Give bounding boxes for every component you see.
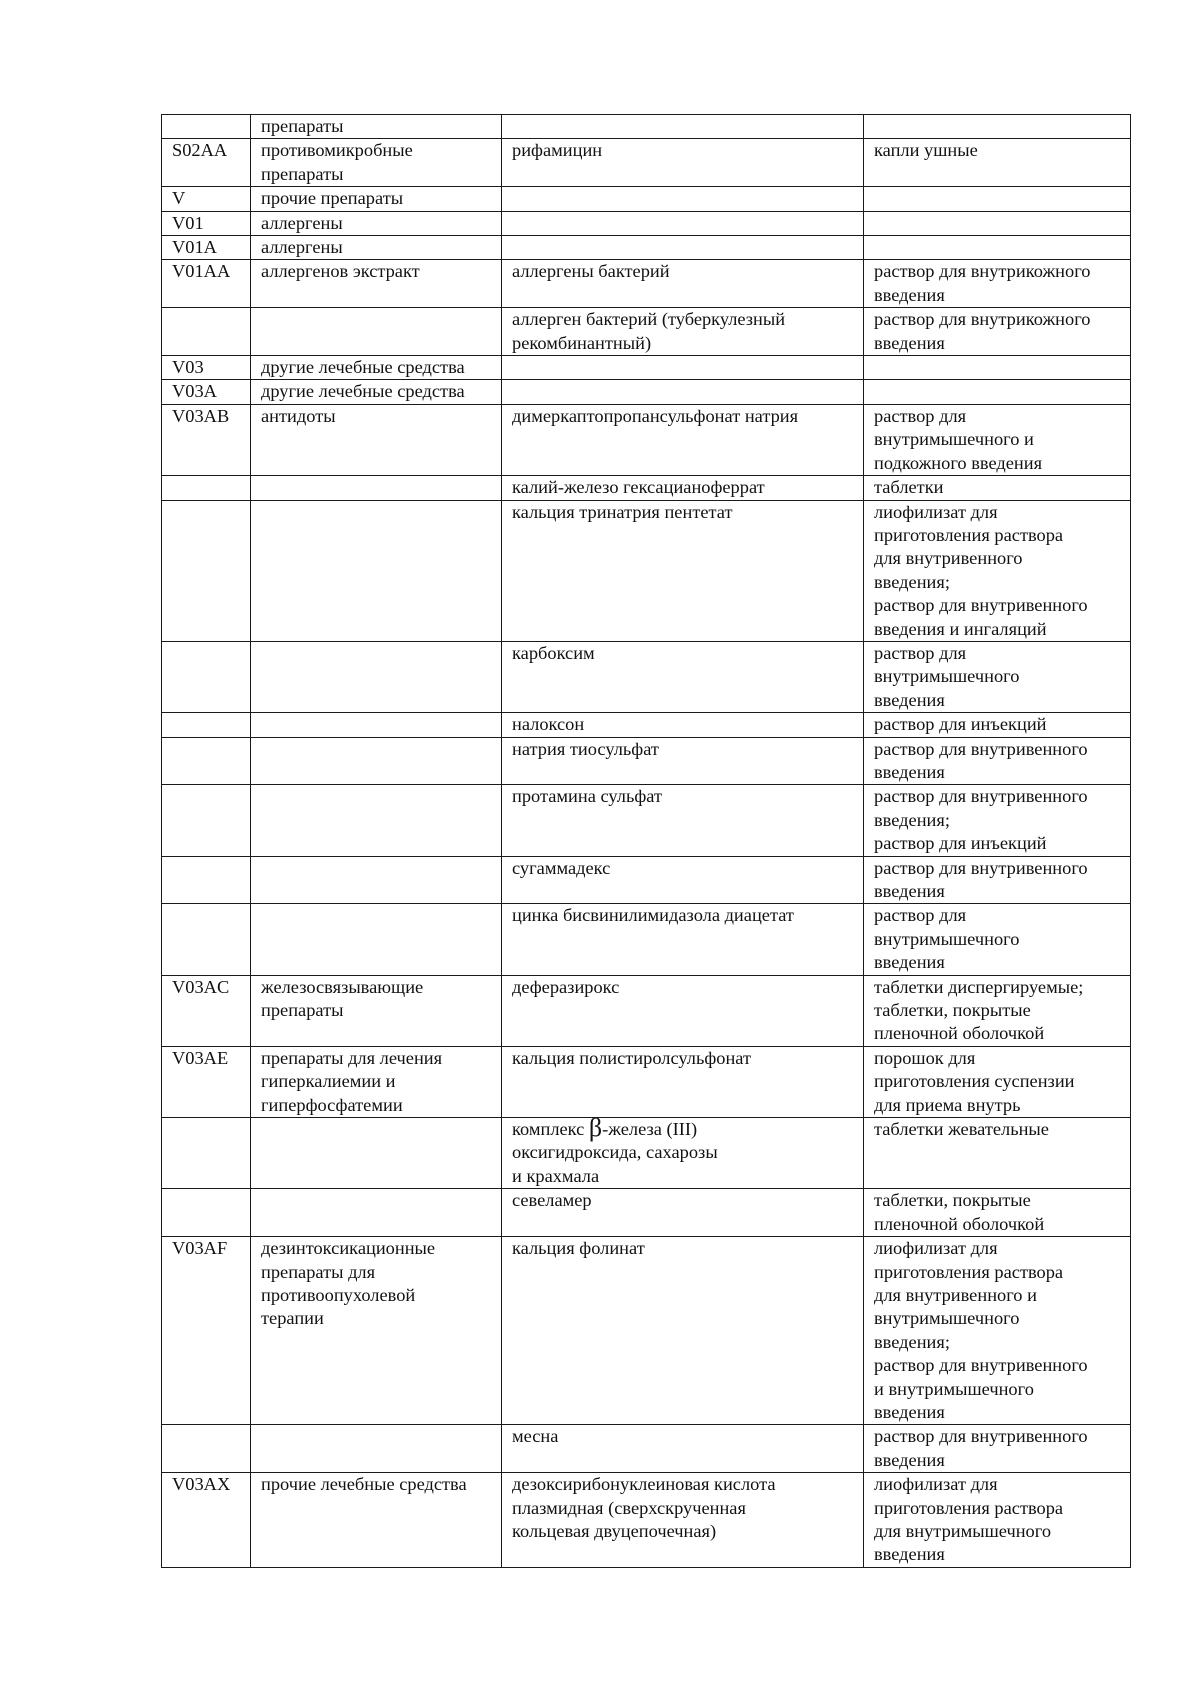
dosage-form-cell: таблетки жевательные [864, 1118, 1131, 1189]
group-name-cell: аллергены [251, 236, 502, 260]
group-name-cell [251, 641, 502, 712]
atc-code-cell [162, 713, 251, 737]
substance-cell: натрия тиосульфат [502, 737, 864, 785]
group-name-cell: прочие лечебные средства [251, 1473, 502, 1568]
dosage-form-cell: раствор для внутривенного введения [864, 1425, 1131, 1473]
substance-cell: протамина сульфат [502, 785, 864, 856]
substance-cell [502, 1118, 864, 1189]
atc-code-cell: S02AA [162, 139, 251, 187]
substance-cell: кальция тринатрия пентетат [502, 500, 864, 641]
dosage-form-cell: раствор для внутривенного введения; раствор для инъекций [864, 785, 1131, 856]
dosage-form-cell: таблетки, покрытые пленочной оболочкой [864, 1189, 1131, 1237]
table-row [162, 380, 1131, 404]
group-name-cell: дезинтоксикационные препараты для противоопухолевой терапии [251, 1237, 502, 1425]
substance-cell [502, 211, 864, 235]
group-name-cell: аллергенов экстракт [251, 260, 502, 308]
table-row [162, 1046, 1131, 1117]
dosage-form-cell: раствор для внутривенного введения [864, 856, 1131, 904]
dosage-form-cell: раствор для внутримышечного введения [864, 904, 1131, 975]
dosage-form-cell [864, 380, 1131, 404]
beta-symbol: β [588, 1117, 603, 1143]
group-name-cell [251, 1425, 502, 1473]
atc-code-cell: V03AC [162, 975, 251, 1046]
atc-code-cell [162, 1118, 251, 1189]
substance-cell: аллергены бактерий [502, 260, 864, 308]
group-name-cell: препараты [251, 115, 502, 139]
table-row [162, 904, 1131, 975]
dosage-form-cell: раствор для внутримышечного введения [864, 641, 1131, 712]
atc-code-cell: V01 [162, 211, 251, 235]
substance-cell: цинка бисвинилимидазола диацетат [502, 904, 864, 975]
table-row [162, 211, 1131, 235]
substance-cell: карбоксим [502, 641, 864, 712]
table-row [162, 1473, 1131, 1568]
atc-code-cell: V03AX [162, 1473, 251, 1568]
dosage-form-cell: капли ушные [864, 139, 1131, 187]
table-row [162, 641, 1131, 712]
substance-cell: дезоксирибонуклеиновая кислота плазмидная (сверхскрученная кольцевая двуцепочечная) [502, 1473, 864, 1568]
group-name-cell: железосвязывающие препараты [251, 975, 502, 1046]
substance-text: -железа (III) оксигидроксида, сахарозы и крахмала [512, 1119, 718, 1186]
group-name-cell [251, 308, 502, 356]
group-name-cell: антидоты [251, 404, 502, 475]
substance-cell: кальция полистиролсульфонат [502, 1046, 864, 1117]
group-name-cell [251, 1118, 502, 1189]
drug-table-body [162, 115, 1131, 1568]
substance-cell: аллерген бактерий (туберкулезный рекомбинантный) [502, 308, 864, 356]
dosage-form-cell: порошок для приготовления суспензии для приема внутрь [864, 1046, 1131, 1117]
substance-cell [502, 380, 864, 404]
table-row [162, 1425, 1131, 1473]
substance-cell: месна [502, 1425, 864, 1473]
atc-code-cell: V03 [162, 356, 251, 380]
dosage-form-cell: раствор для внутрикожного введения [864, 260, 1131, 308]
substance-cell: кальция фолинат [502, 1237, 864, 1425]
atc-code-cell: V03AF [162, 1237, 251, 1425]
substance-cell: севеламер [502, 1189, 864, 1237]
atc-code-cell: V [162, 187, 251, 211]
dosage-form-cell: раствор для инъекций [864, 713, 1131, 737]
group-name-cell [251, 1189, 502, 1237]
dosage-form-cell [864, 236, 1131, 260]
group-name-cell [251, 904, 502, 975]
substance-cell [502, 356, 864, 380]
substance-cell: калий-железо гексацианоферрат [502, 476, 864, 500]
group-name-cell: противомикробные препараты [251, 139, 502, 187]
table-row [162, 785, 1131, 856]
dosage-form-cell [864, 211, 1131, 235]
substance-cell: сугаммадекс [502, 856, 864, 904]
table-row [162, 856, 1131, 904]
dosage-form-cell: таблетки [864, 476, 1131, 500]
substance-prefix: комплекс [512, 1119, 589, 1140]
table-row [162, 139, 1131, 187]
atc-code-cell [162, 476, 251, 500]
table-row [162, 500, 1131, 641]
atc-code-cell [162, 1189, 251, 1237]
table-row [162, 260, 1131, 308]
atc-code-cell [162, 904, 251, 975]
dosage-form-cell: раствор для внутрикожного введения [864, 308, 1131, 356]
substance-cell: димеркаптопропансульфонат натрия [502, 404, 864, 475]
substance-cell [502, 187, 864, 211]
dosage-form-cell [864, 356, 1131, 380]
atc-code-cell [162, 115, 251, 139]
atc-code-cell: V03AB [162, 404, 251, 475]
group-name-cell [251, 856, 502, 904]
substance-cell: налоксон [502, 713, 864, 737]
substance-cell [502, 115, 864, 139]
table-row [162, 404, 1131, 475]
group-name-cell [251, 713, 502, 737]
table-row [162, 1237, 1131, 1425]
table-row [162, 236, 1131, 260]
atc-code-cell [162, 500, 251, 641]
table-row [162, 1118, 1131, 1189]
atc-code-cell [162, 737, 251, 785]
dosage-form-cell: лиофилизат для приготовления раствора для внутривенного и внутримышечного введения; раствор для внутривенного и внутримышечного введения [864, 1237, 1131, 1425]
dosage-form-cell: таблетки диспергируемые; таблетки, покрытые пленочной оболочкой [864, 975, 1131, 1046]
group-name-cell: другие лечебные средства [251, 380, 502, 404]
atc-code-cell: V01A [162, 236, 251, 260]
substance-cell: деферазирокс [502, 975, 864, 1046]
table-row [162, 187, 1131, 211]
atc-code-cell [162, 785, 251, 856]
substance-cell: рифамицин [502, 139, 864, 187]
group-name-cell: прочие препараты [251, 187, 502, 211]
group-name-cell [251, 476, 502, 500]
substance-cell [502, 236, 864, 260]
dosage-form-cell: раствор для внутримышечного и подкожного введения [864, 404, 1131, 475]
group-name-cell: аллергены [251, 211, 502, 235]
table-row [162, 975, 1131, 1046]
drug-table [161, 114, 1131, 1568]
table-row [162, 115, 1131, 139]
dosage-form-cell: раствор для внутривенного введения [864, 737, 1131, 785]
dosage-form-cell: лиофилизат для приготовления раствора для внутримышечного введения [864, 1473, 1131, 1568]
table-row [162, 476, 1131, 500]
atc-code-cell: V01AA [162, 260, 251, 308]
table-row [162, 737, 1131, 785]
table-row [162, 713, 1131, 737]
atc-code-cell [162, 641, 251, 712]
atc-code-cell [162, 308, 251, 356]
atc-code-cell: V03A [162, 380, 251, 404]
group-name-cell [251, 500, 502, 641]
dosage-form-cell: лиофилизат для приготовления раствора для внутривенного введения; раствор для внутривенного введения и ингаляций [864, 500, 1131, 641]
dosage-form-cell [864, 187, 1131, 211]
group-name-cell: другие лечебные средства [251, 356, 502, 380]
group-name-cell [251, 737, 502, 785]
table-row [162, 308, 1131, 356]
table-row [162, 356, 1131, 380]
group-name-cell: препараты для лечения гиперкалиемии и гиперфосфатемии [251, 1046, 502, 1117]
atc-code-cell [162, 1425, 251, 1473]
atc-code-cell: V03AE [162, 1046, 251, 1117]
group-name-cell [251, 785, 502, 856]
table-row [162, 1189, 1131, 1237]
atc-code-cell [162, 856, 251, 904]
dosage-form-cell [864, 115, 1131, 139]
